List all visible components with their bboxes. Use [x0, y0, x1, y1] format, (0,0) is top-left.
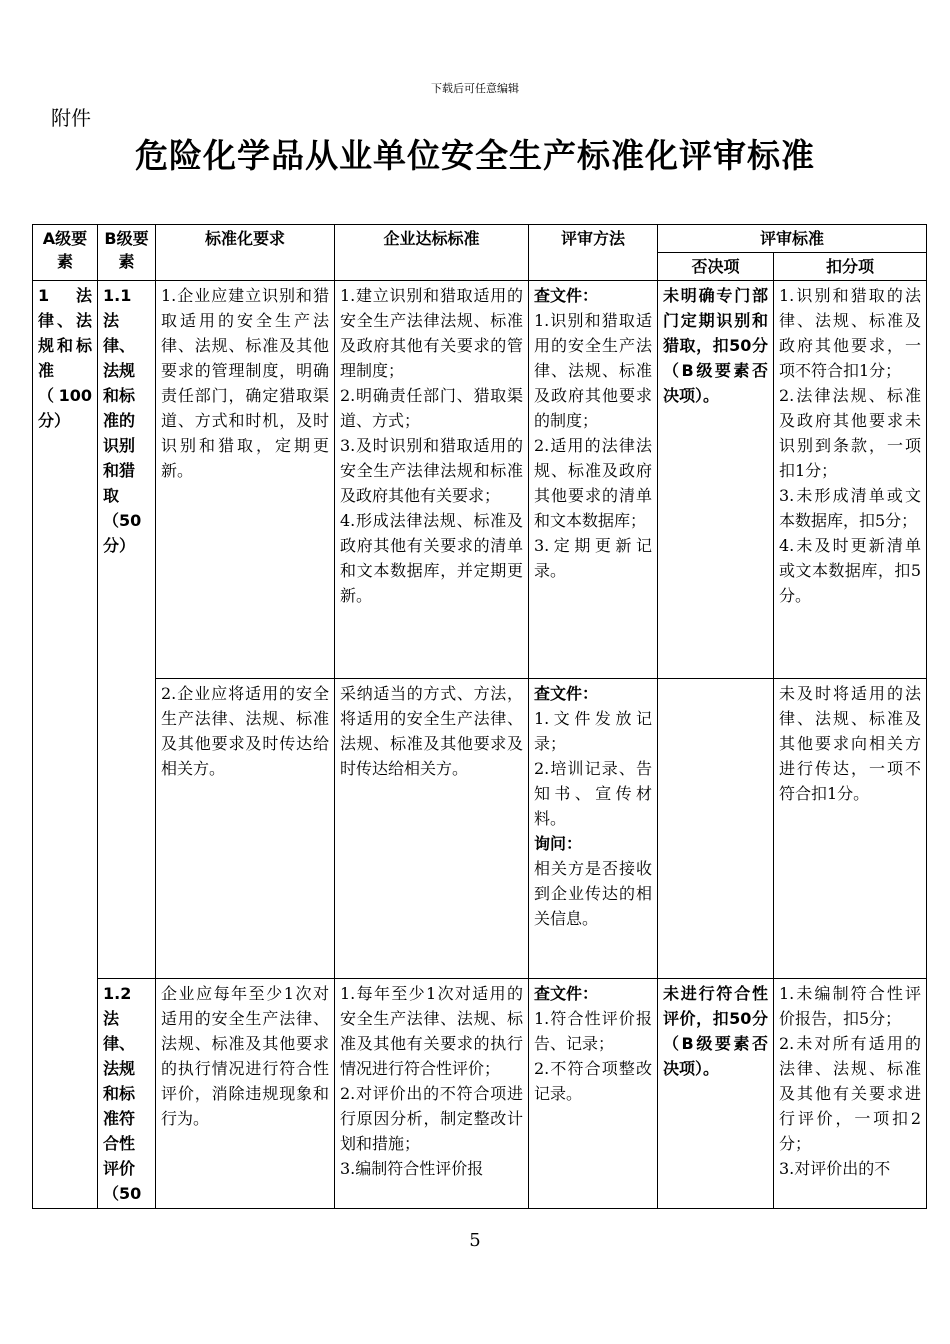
method-cell: [529, 979, 658, 1209]
method-item: 2.不符合项整改记录。: [534, 1059, 652, 1103]
header-b-level: B级要素: [98, 225, 156, 281]
b-element-cell: 1.1 法律、法规和标准的识别和猎取（50分）: [98, 281, 156, 979]
method-cell: [529, 281, 658, 679]
method-item: 1.文件发放记录；: [534, 709, 652, 753]
deduct-cell: [774, 979, 927, 1209]
veto-cell: 未明确专门部门定期识别和猎取，扣50分（B级要素否决项）。: [658, 281, 774, 679]
deduct-item: 2.未对所有适用的法律、法规、标准及其他有关要求进行评价，一项扣2分；: [779, 1034, 922, 1153]
deduct-item: 1.识别和猎取的法律、法规、标准及政府其他要求，一项不符合扣1分；: [779, 286, 922, 380]
b-element-cell: 1.2 法律、法规和标准符合性评价（50: [98, 979, 156, 1209]
veto-cell: 未进行符合性评价，扣50分（B级要素否决项）。: [658, 979, 774, 1209]
header-deduct: 扣分项: [774, 253, 927, 281]
method-item: 2.适用的法律法规、标准及政府其他要求的清单和文本数据库；: [534, 436, 652, 530]
deduct-item: 3.对评价出的不: [779, 1159, 891, 1178]
method-item: 3.定期更新记录。: [534, 536, 652, 580]
a-element-cell: 1 法律、法规和标准（100分）: [33, 281, 98, 1209]
method-item: 相关方是否接收到企业传达的相关信息。: [534, 859, 652, 928]
header-a-level: A级要素: [33, 225, 98, 281]
method-heading: 询问：: [534, 834, 583, 853]
deduct-cell: [774, 281, 927, 679]
enterprise-cell: [335, 979, 529, 1209]
requirement-cell: 企业应每年至少1次对适用的安全生产法律、法规、标准及其他要求的执行情况进行符合性评价，消除违规现象和行为。: [156, 979, 335, 1209]
enterprise-item: 3.及时识别和猎取适用的安全生产法律法规和标准及政府其他有关要求；: [340, 436, 523, 505]
method-heading: 查文件：: [534, 286, 599, 305]
deduct-item: 1.未编制符合性评价报告，扣5分；: [779, 984, 922, 1028]
deduct-item: 2.法律法规、标准及政府其他要求未识别到条款，一项扣1分；: [779, 386, 922, 480]
header-row-1: [33, 225, 927, 253]
deduct-cell: [774, 679, 927, 979]
watermark-text: 下载后可任意编辑: [431, 82, 519, 95]
header-enterprise: 企业达标标准: [335, 225, 529, 281]
deduct-item: 4.未及时更新清单或文本数据库，扣5分。: [779, 536, 922, 605]
deduct-item: 未及时将适用的法律、法规、标准及其他要求向相关方进行传达，一项不符合扣1分。: [779, 684, 922, 803]
attachment-label: 附件: [51, 106, 91, 130]
table-row: [33, 281, 927, 679]
enterprise-item: 2.对评价出的不符合项进行原因分析，制定整改计划和措施；: [340, 1084, 523, 1153]
method-item: 2.培训记录、告知书、宣传材料。: [534, 759, 652, 828]
enterprise-item: 3.编制符合性评价报: [340, 1159, 484, 1178]
page-title: 危险化学品从业单位安全生产标准化评审标准: [135, 136, 815, 175]
method-cell: [529, 679, 658, 979]
method-item: 1.符合性评价报告、记录；: [534, 1009, 652, 1053]
enterprise-item: 2.明确责任部门、猎取渠道、方式；: [340, 386, 523, 430]
enterprise-item: 1.建立识别和猎取适用的安全生产法律法规、标准及政府其他有关要求的管理制度；: [340, 286, 523, 380]
header-veto: 否决项: [658, 253, 774, 281]
enterprise-item: 1.每年至少1次对适用的安全生产法律、法规、标准及其他有关要求的执行情况进行符合性评价；: [340, 984, 523, 1078]
header-criteria: 评审标准: [658, 225, 927, 253]
table-row: [33, 979, 927, 1209]
veto-cell: [658, 679, 774, 979]
standards-table: [32, 224, 927, 1209]
enterprise-cell: [335, 281, 529, 679]
enterprise-cell: [335, 679, 529, 979]
enterprise-item: 4.形成法律法规、标准及政府其他有关要求的清单和文本数据库，并定期更新。: [340, 511, 523, 605]
header-requirement: 标准化要求: [156, 225, 335, 281]
method-item: 1.识别和猎取适用的安全生产法律、法规、标准及政府其他要求的制度；: [534, 311, 652, 430]
requirement-cell: 2.企业应将适用的安全生产法律、法规、标准及其他要求及时传达给相关方。: [156, 679, 335, 979]
header-method: 评审方法: [529, 225, 658, 281]
table-row: [33, 679, 927, 979]
requirement-cell: 1.企业应建立识别和猎取适用的安全生产法律、法规、标准及其他要求的管理制度，明确责任部门，确定猎取渠道、方式和时机，及时识别和猎取，定期更新。: [156, 281, 335, 679]
enterprise-item: 采纳适当的方式、方法，将适用的安全生产法律、法规、标准及其他要求及时传达给相关方。: [340, 684, 523, 778]
deduct-item: 3.未形成清单或文本数据库，扣5分；: [779, 486, 922, 530]
method-heading: 查文件：: [534, 984, 599, 1003]
page-number: 5: [469, 1230, 481, 1251]
method-heading: 查文件：: [534, 684, 599, 703]
